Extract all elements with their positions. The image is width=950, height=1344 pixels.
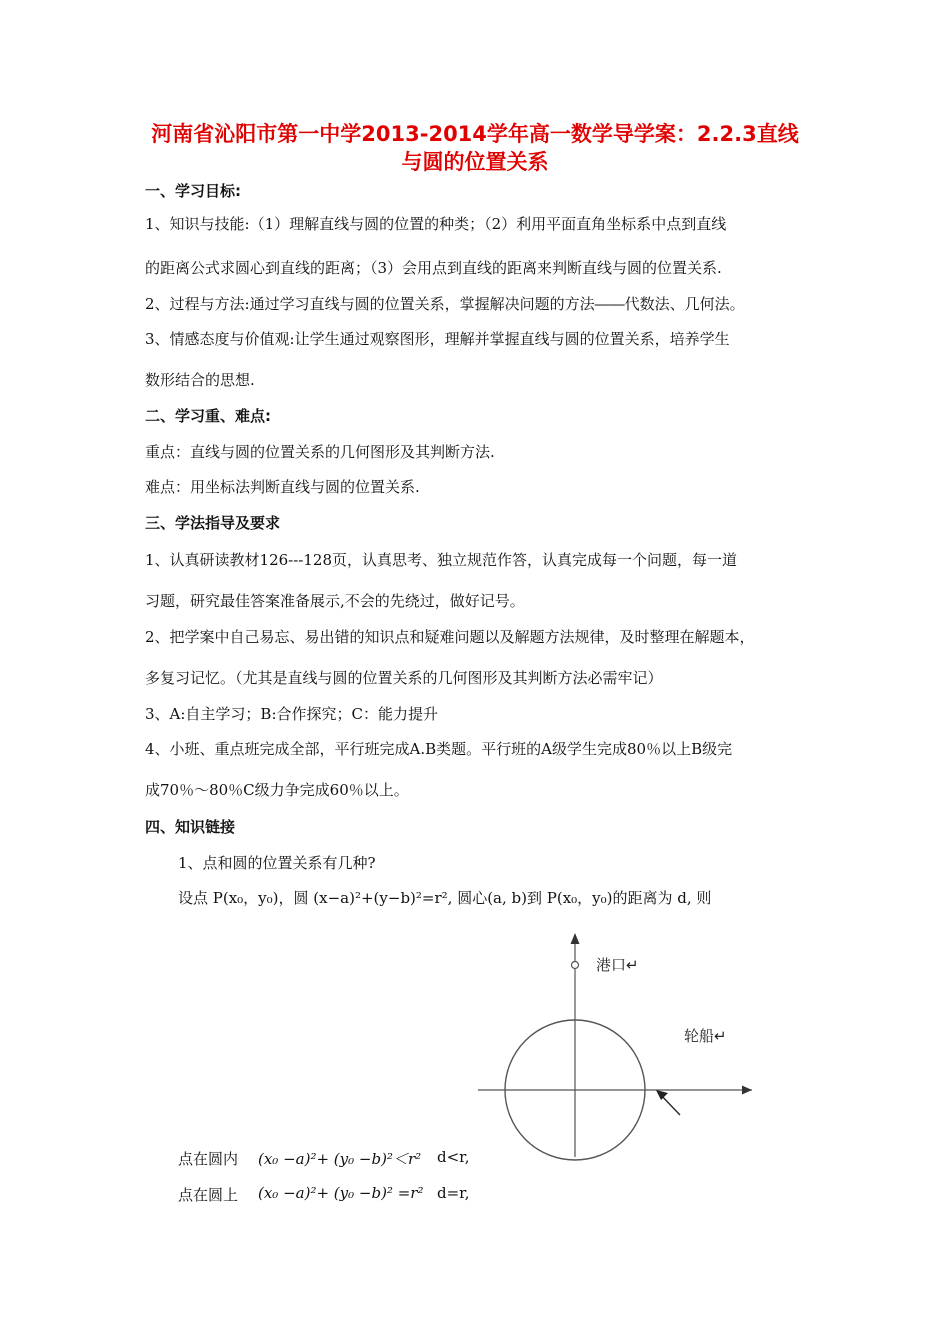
s3-p2-line-a: 2、把学案中自己易忘、易出错的知识点和疑难问题以及解题方法规律，及时整理在解题本， xyxy=(145,628,755,646)
inside-label: 点在圆内 xyxy=(178,1150,239,1168)
s1-p3-line-a: 3、情感态度与价值观:让学生通过观察图形，理解并掌握直线与圆的位置关系，培养学生 xyxy=(145,330,730,348)
section-4-heading: 四、知识链接 xyxy=(145,818,236,836)
on-formula: (x₀ −a)²+ (y₀ −b)² =r² xyxy=(258,1184,424,1202)
doc-title-line2: 与圆的位置关系 xyxy=(401,150,549,174)
s1-p1-line-b: 的距离公式求圆心到直线的距离；（3）会用点到直线的距离来判断直线与圆的位置关系. xyxy=(145,259,722,277)
circle-port-ship-diagram xyxy=(470,925,760,1165)
s2-p2: 难点：用坐标法判断直线与圆的位置关系. xyxy=(145,478,420,496)
s4-question-1: 1、点和圆的位置关系有几种? xyxy=(178,854,376,872)
inside-relation: d<r, xyxy=(437,1148,470,1166)
s1-p1-line-a: 1、知识与技能:（1）理解直线与圆的位置的种类；（2）利用平面直角坐标系中点到直线 xyxy=(145,215,727,233)
s3-p4-line-b: 成70％～80％C级力争完成60％以上。 xyxy=(145,781,409,799)
port-point xyxy=(572,962,579,969)
y-axis-arrow-icon xyxy=(571,933,580,944)
section-3-heading: 三、学法指导及要求 xyxy=(145,514,281,532)
s3-p3: 3、A:自主学习；B:合作探究；C：能力提升 xyxy=(145,705,438,723)
x-axis-arrow-icon xyxy=(742,1086,752,1095)
s3-p4-line-a: 4、小班、重点班完成全部，平行班完成A.B类题。平行班的A级学生完成80％以上B级完 xyxy=(145,740,733,758)
s4-setup: 设点 P(x₀，y₀)，圆 (x−a)²+(y−b)²=r², 圆心(a, b)到 P(x₀，y₀)的距离为 d, 则 xyxy=(178,889,712,907)
s1-p3-line-b: 数形结合的思想. xyxy=(145,371,255,389)
s3-p2-line-b: 多复习记忆。（尤其是直线与圆的位置关系的几何图形及其判断方法必需牢记） xyxy=(145,669,663,687)
section-2-heading: 二、学习重、难点: xyxy=(145,407,271,425)
s2-p1: 重点：直线与圆的位置关系的几何图形及其判断方法. xyxy=(145,443,495,461)
doc-title-line1: 河南省沁阳市第一中学2013-2014学年高一数学导学案：2.2.3直线 xyxy=(151,122,799,146)
inside-formula: (x₀ −a)²+ (y₀ −b)²＜r² xyxy=(258,1150,422,1168)
ship-arrow-icon xyxy=(656,1090,668,1100)
on-relation: d=r, xyxy=(437,1184,470,1202)
port-label: 港口↵ xyxy=(596,956,639,974)
s3-p1-line-b: 习题，研究最佳答案准备展示,不会的先绕过，做好记号。 xyxy=(145,592,525,610)
ship-label: 轮船↵ xyxy=(684,1027,727,1045)
on-label: 点在圆上 xyxy=(178,1186,239,1204)
section-1-heading: 一、学习目标: xyxy=(145,182,241,200)
s3-p1-line-a: 1、认真研读教材126---128页，认真思考、独立规范作答，认真完成每一个问题，每一道 xyxy=(145,551,738,569)
s1-p2: 2、过程与方法:通过学习直线与圆的位置关系，掌握解决问题的方法――代数法、几何法。 xyxy=(145,295,745,313)
